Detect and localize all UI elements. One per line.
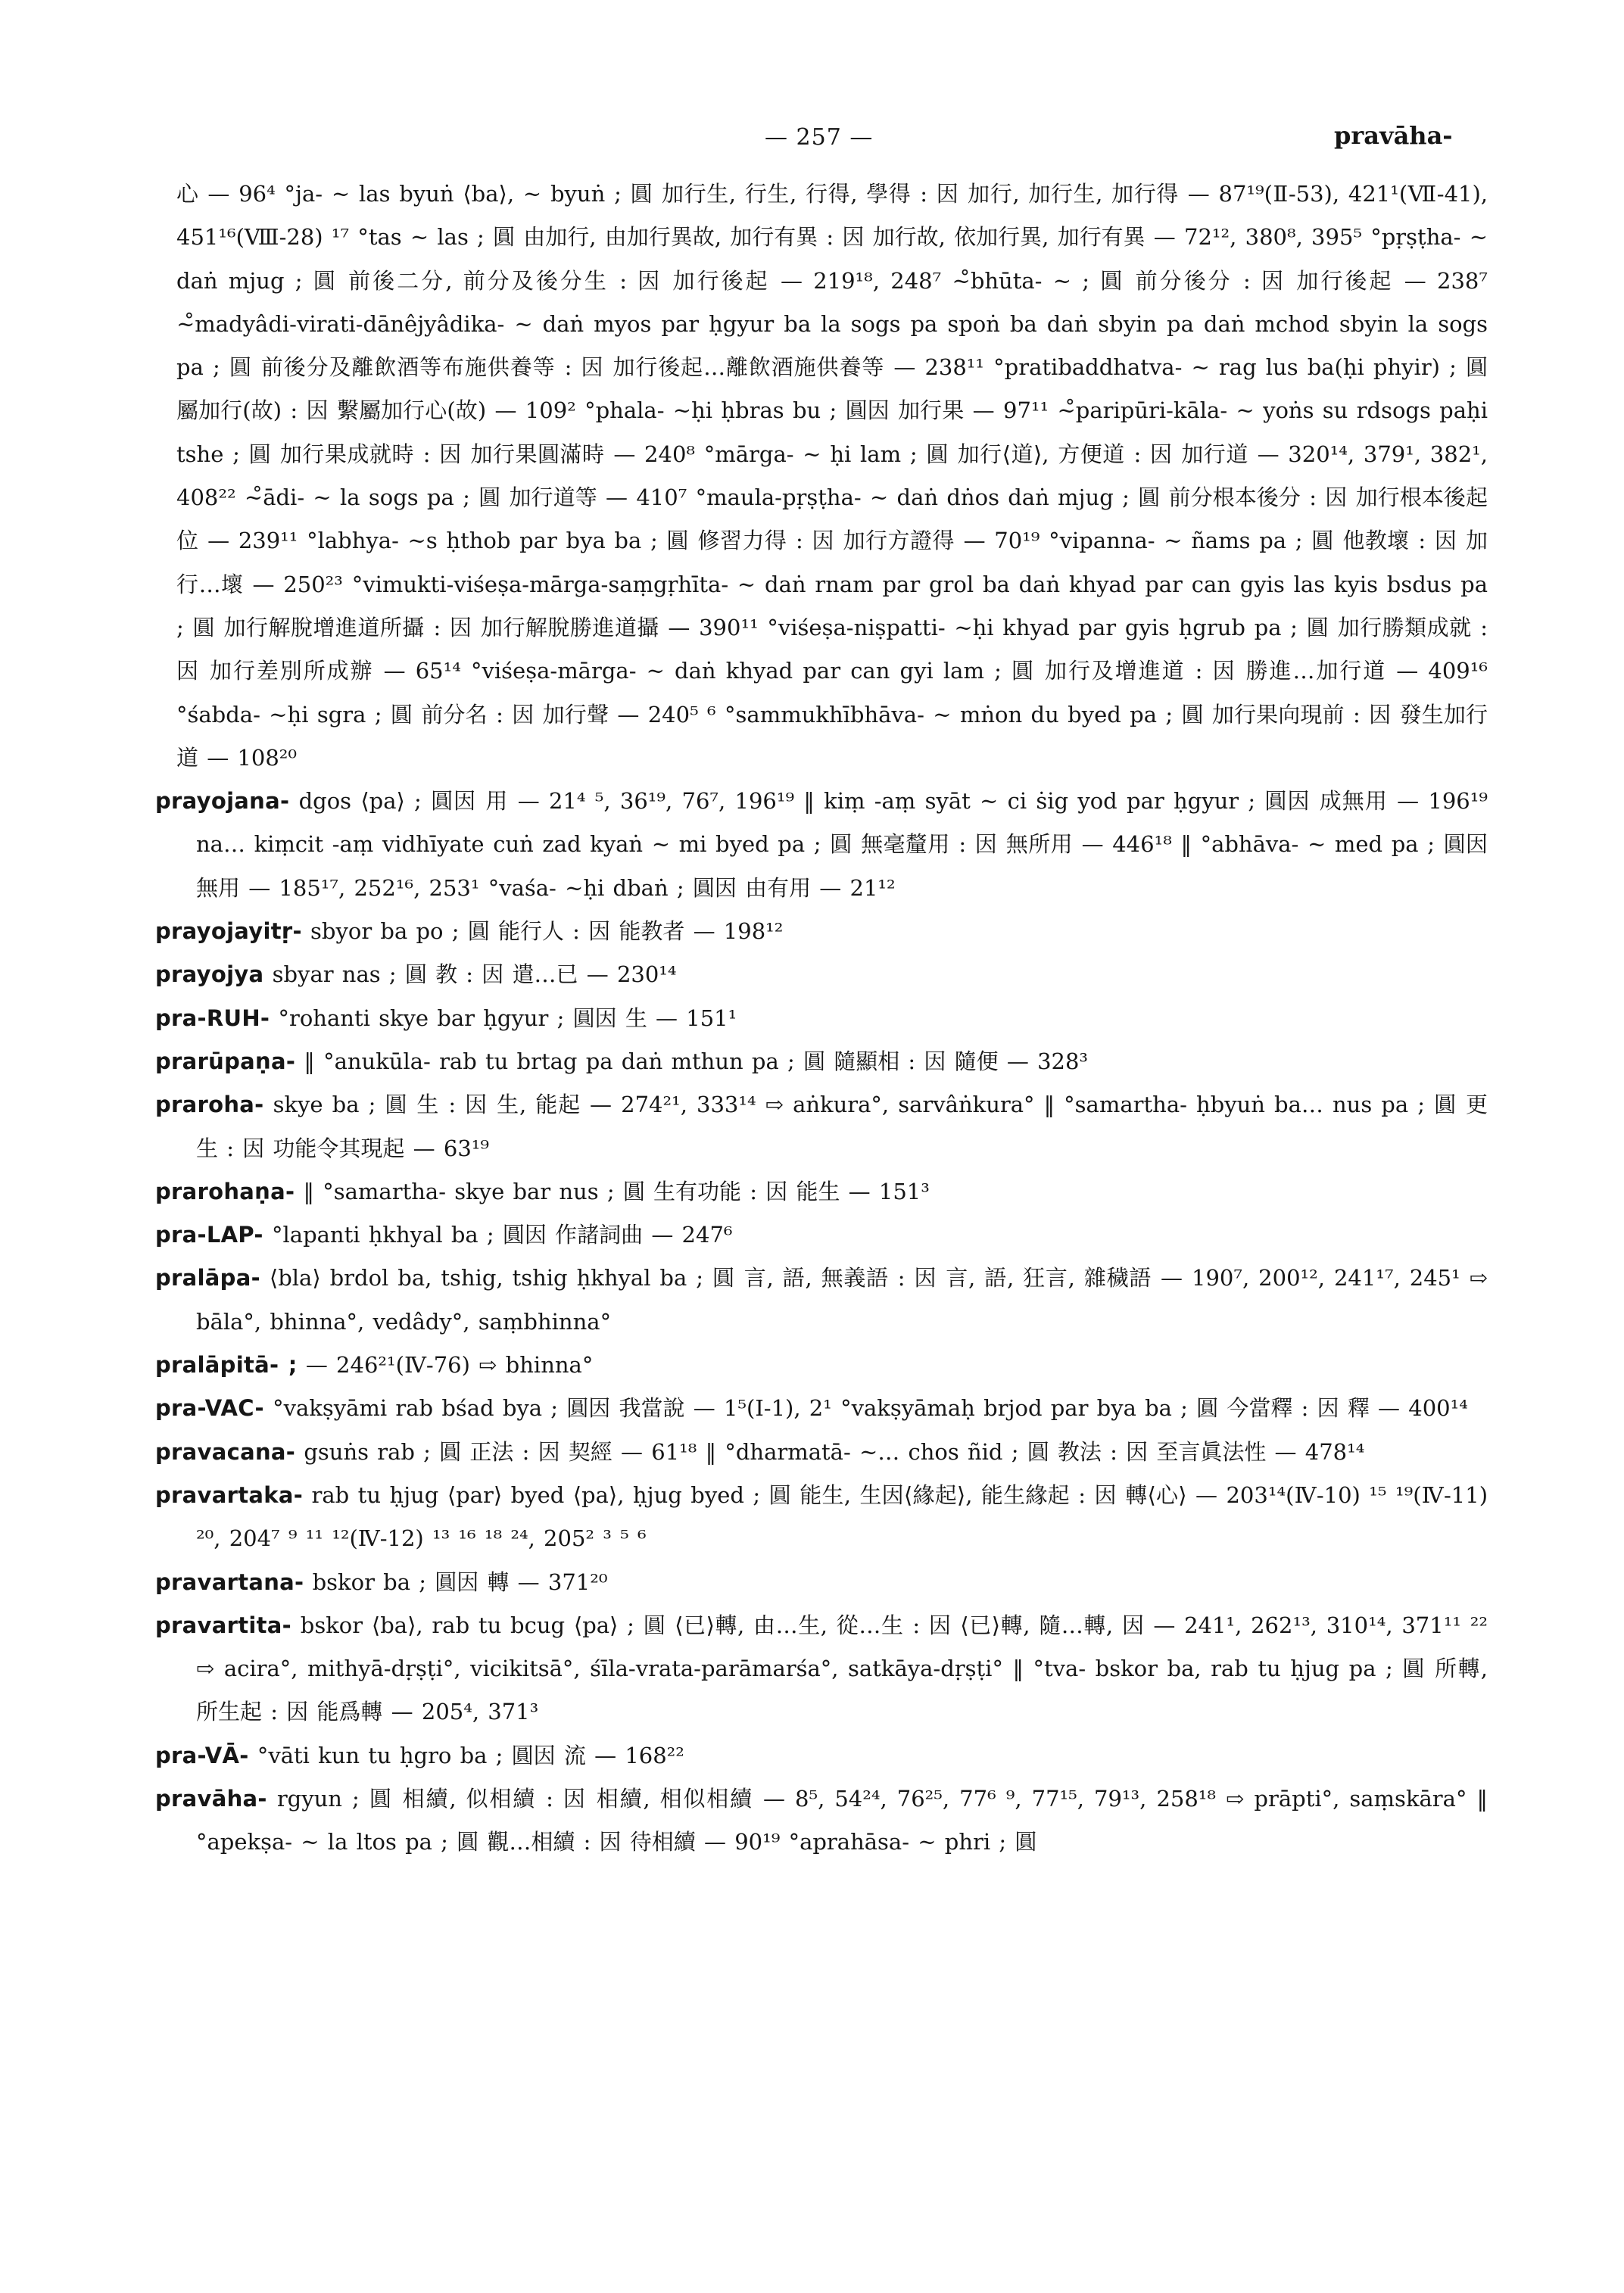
entry (155, 780, 1488, 910)
entry (155, 1734, 1488, 1777)
entry-body: rab tu ḥjug ⟨par⟩ byed ⟨pa⟩, ḥjug byed ; 圓 能生, 生因⟨緣起⟩, 能生緣起 : 因 轉⟨心⟩ — 203¹⁴(Ⅳ-10) ¹⁵ ¹⁹(Ⅳ-11) ²⁰, 204⁷ ⁹ ¹¹ ¹²(Ⅳ-12) ¹³ ¹⁶ ¹⁸ ²⁴, 205² ³ ⁵ ⁶ (196, 1481, 1488, 1552)
page-number: — 257 — (765, 124, 874, 151)
entry-body: gsuṅs rab ; 圓 正法 : 因 契經 — 61¹⁸ ‖ °dharmatā- ~… chos ñid ; 圓 教法 : 因 至言眞法性 — 478¹⁴ (304, 1438, 1365, 1465)
entry-headword: pra-RUH- (155, 1005, 270, 1031)
entry-headword: pravāha- (155, 1785, 267, 1812)
entry (155, 910, 1488, 953)
entry-headword: pra-VĀ- (155, 1742, 249, 1768)
entry-body: sbyar nas ; 圓 教 : 因 遣…已 — 230¹⁴ (272, 961, 677, 988)
entry-body: rgyun ; 圓 相續, 似相續 : 因 相續, 相似相續 — 8⁵, 54²⁴, 76²⁵, 77⁶ ⁹, 77¹⁵, 79¹³, 258¹⁸ ⇨ prāpti°, saṃskāra° ‖ °apekṣa- ~ la ltos pa ; 圓 觀…相續 : 因 待相續 — 90¹⁹ °aprahāsa- ~ phri ; 圓 (196, 1785, 1488, 1855)
entry (155, 1561, 1488, 1604)
entry-body: sbyor ba po ; 圓 能行人 : 因 能教者 — 198¹² (310, 918, 784, 945)
entry-headword: pravartana- (155, 1569, 304, 1595)
entry-headword: pralāpitā- ; (155, 1352, 298, 1379)
entry-headword: praroha- (155, 1092, 264, 1118)
entry-body: bskor ba ; 圓因 轉 — 371²⁰ (312, 1569, 608, 1595)
entry-body: — 246²¹(Ⅳ-76) ⇨ bhinna° (305, 1352, 594, 1379)
entry (155, 997, 1488, 1040)
entry (155, 953, 1488, 996)
entry (155, 1387, 1488, 1430)
entry-body: °vakṣyāmi rab bśad bya ; 圓因 我當說 — 1⁵(Ⅰ-1), 2¹ °vakṣyāmaḥ brjod par bya ba ; 圓 今當釋 : 因 釋 — 400¹⁴ (273, 1395, 1468, 1422)
entry-headword: pralāpa- (155, 1265, 260, 1291)
entry-body: dgos ⟨pa⟩ ; 圓因 用 — 21⁴ ⁵, 36¹⁹, 76⁷, 196¹⁹ ‖ kiṃ -aṃ syāt ~ ci ṡig yod par ḥgyur ; 圓因 成無用 — 196¹⁹ na… kiṃcit -aṃ vidhīyate cuṅ zad kyaṅ ~ mi byed pa ; 圓 無毫釐用 : 因 無所用 — 446¹⁸ ‖ °abhāva- ~ med pa ; 圓因 無用 — 185¹⁷, 252¹⁶, 253¹ °vaśa- ~ḥi dbaṅ ; 圓因 由有用 — 21¹² (196, 788, 1488, 901)
entry (155, 1257, 1488, 1344)
entry-body: ⟨bla⟩ brdol ba, tshig, tshig ḥkhyal ba ; 圓 言, 語, 無義語 : 因 言, 語, 狂言, 雜穢語 — 190⁷, 200¹², 241¹⁷, 245¹ ⇨ bāla°, bhinna°, vedâdy°, saṃbhinna° (196, 1265, 1488, 1335)
entry-headword: pravartaka- (155, 1481, 304, 1508)
entry-headword: pravacana- (155, 1438, 296, 1465)
entry-headword: prarohaṇa- (155, 1178, 295, 1204)
entry (155, 1604, 1488, 1734)
entry-body: 心 — 96⁴ °ja- ~ las byuṅ ⟨ba⟩, ~ byuṅ ; 圓 加行生, 行生, 行得, 學得 : 因 加行, 加行生, 加行得 — 87¹⁹(Ⅱ-53), 421¹(Ⅶ-41), 451¹⁶(Ⅷ-28) ¹⁷ °tas ~ las ; 圓 由加行, 由加行異故, 加行有異 : 因 加行故, 依加行異, 加行有異 — 72¹², 380⁸, 395⁵ °pṛṣṭha- ~ daṅ mjug ; 圓 前後二分, 前分及後分生 : 因 加行後起 — 219¹⁸, 248⁷ ~̊bhūta- ~ ; 圓 前分後分 : 因 加行後起 — 238⁷ ~̊madyâdi-virati-dānêjyâdika- ~ daṅ myos par ḥgyur ba la sogs pa spoṅ ba daṅ sbyin pa daṅ mchod sbyin la sogs pa ; 圓 前後分及離飲酒等布施供養等 : 因 加行後起…離飲酒施供養等 — 238¹¹ °pratibaddhatva- ~ rag lus ba(ḥi phyir) ; 圓 屬加行(故) : 因 繫屬加行心(故) — 109² °phala- ~ḥi ḥbras bu ; 圓因 加行果 — 97¹¹ ~̊paripūri-kāla- ~ yoṅs su rdsogs paḥi tshe ; 圓 加行果成就時 : 因 加行果圓滿時 — 240⁸ °mārga- ~ ḥi lam ; 圓 加行⟨道⟩, 方便道 : 因 加行道 — 320¹⁴, 379¹, 382¹, 408²² ~̊ādi- ~ la sogs pa ; 圓 加行道等 — 410⁷ °maula-pṛṣṭha- ~ daṅ dṅos daṅ mjug ; 圓 前分根本後分 : 因 加行根本後起位 — 239¹¹ °labhya- ~s ḥthob par bya ba ; 圓 修習力得 : 因 加行方證得 — 70¹⁹ °vipanna- ~ ñams pa ; 圓 他教壞 : 因 加行…壞 — 250²³ °vimukti-viśeṣa-mārga-saṃgṛhīta- ~ daṅ rnam par grol ba daṅ khyad par can gyis las kyis bsdus pa ; 圓 加行解脫增進道所攝 : 因 加行解脫勝進道攝 — 390¹¹ °viśeṣa-niṣpatti- ~ḥi khyad par gyis ḥgrub pa ; 圓 加行勝類成就 : 因 加行差別所成辦 — 65¹⁴ °viśeṣa-mārga- ~ daṅ khyad par can gyi lam ; 圓 加行及增進道 : 因 勝進…加行道 — 409¹⁶ °śabda- ~ḥi sgra ; 圓 前分名 : 因 加行聲 — 240⁵ ⁶ °sammukhībhāva- ~ mṅon du byed pa ; 圓 加行果向現前 : 因 發生加行道 — 108²⁰ (176, 181, 1488, 771)
entry-body: °vāti kun tu ḥgro ba ; 圓因 流 — 168²² (257, 1742, 684, 1768)
entry-headword: pravartita- (155, 1612, 291, 1638)
entry-body: °rohanti skye bar ḥgyur ; 圓因 生 — 151¹ (278, 1005, 737, 1031)
entry (155, 1170, 1488, 1213)
entry-continuation (155, 173, 1488, 780)
entry-body: °lapanti ḥkhyal ba ; 圓因 作諸詞曲 — 247⁶ (272, 1222, 733, 1248)
entry (155, 1777, 1488, 1865)
entry-body: bskor ⟨ba⟩, rab tu bcug ⟨pa⟩ ; 圓 ⟨已⟩轉, 由…生, 從…生 : 因 ⟨已⟩轉, 隨…轉, 因 — 241¹, 262¹³, 310¹⁴, 371¹¹ ²² ⇨ acira°, mithyā-dṛṣṭi°, vicikitsā°, śīla-vrata-parāmarśa°, satkāya-dṛṣṭi° ‖ °tva- bskor ba, rab tu ḥjug pa ; 圓 所轉, 所生起 : 因 能爲轉 — 205⁴, 371³ (196, 1612, 1488, 1725)
entry (155, 1213, 1488, 1257)
entry (155, 1083, 1488, 1170)
entry-body: skye ba ; 圓 生 : 因 生, 能起 — 274²¹, 333¹⁴ ⇨ aṅkura°, sarvâṅkura° ‖ °samartha- ḥbyuṅ ba… nus pa ; 圓 更生 : 因 功能令其現起 — 63¹⁹ (196, 1092, 1488, 1161)
entry-headword: prarūpaṇa- (155, 1048, 296, 1074)
entry-headword: pra-LAP- (155, 1222, 263, 1248)
entry (155, 1040, 1488, 1083)
entry-headword: prayojayitṛ- (155, 918, 302, 945)
running-head: pravāha- (1334, 121, 1453, 150)
entry-body: ‖ °samartha- skye bar nus ; 圓 生有功能 : 因 能生 — 151³ (303, 1178, 930, 1204)
entry-headword: prayojana- (155, 788, 290, 815)
entry-headword: prayojya (155, 961, 264, 988)
entry (155, 1474, 1488, 1561)
entry-list (155, 173, 1488, 1865)
entry-headword: pra-VAC- (155, 1395, 264, 1422)
entry (155, 1344, 1488, 1387)
entry (155, 1431, 1488, 1474)
entry-body: ‖ °anukūla- rab tu brtag pa daṅ mthun pa ; 圓 隨顯相 : 因 隨便 — 328³ (304, 1048, 1089, 1074)
